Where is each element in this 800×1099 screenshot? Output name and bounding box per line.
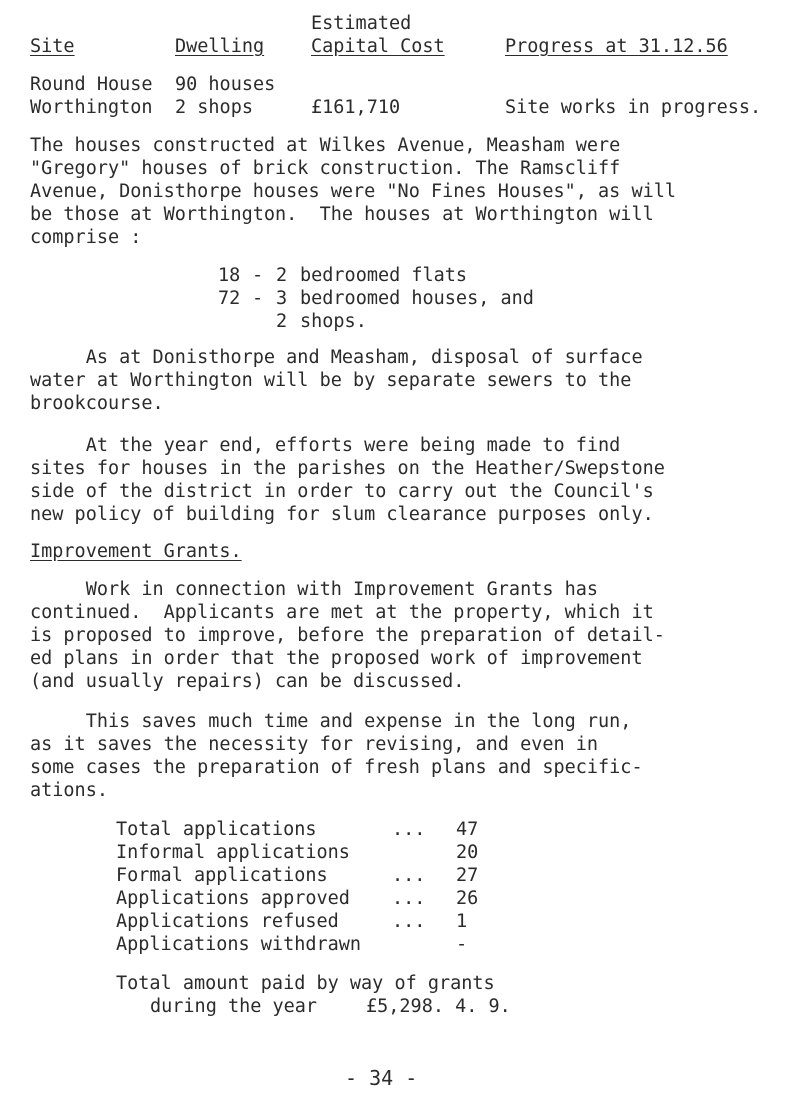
composition-dash: - bbox=[252, 288, 264, 309]
text-line: side of the district in order to carry out the Council's bbox=[30, 481, 654, 502]
stat-label: Total applications bbox=[116, 819, 317, 840]
text-line: This saves much time and expense in the long run, bbox=[30, 711, 632, 732]
row2-cost: £161,710 bbox=[311, 97, 401, 118]
text-line: ations. bbox=[30, 780, 108, 801]
text-line: The houses constructed at Wilkes Avenue, Measham were bbox=[30, 135, 621, 156]
stat-value: - bbox=[456, 934, 468, 955]
text-line: (and usually repairs) can be discussed. bbox=[30, 671, 465, 692]
row2-site: Worthington bbox=[30, 97, 153, 118]
stat-value: 20 bbox=[456, 842, 479, 863]
header-capital-cost: Capital Cost bbox=[311, 36, 445, 57]
text-line: new policy of building for slum clearance purposes only. bbox=[30, 504, 654, 525]
stat-label: Informal applications bbox=[116, 842, 350, 863]
text-line: some cases the preparation of fresh plans and specific- bbox=[30, 757, 643, 778]
text-line: "Gregory" houses of brick construction. The Ramscliff bbox=[30, 158, 621, 179]
stat-dots: ... bbox=[392, 911, 426, 932]
row1-dwelling: 90 houses bbox=[175, 74, 276, 95]
page-number: - 34 - bbox=[345, 1066, 418, 1090]
composition-num2: 3 bbox=[276, 288, 288, 309]
composition-desc: bedroomed flats bbox=[300, 265, 468, 286]
composition-num: 72 bbox=[218, 288, 241, 309]
header-estimated: Estimated bbox=[311, 13, 412, 34]
stat-value: 26 bbox=[456, 888, 479, 909]
header-dwelling: Dwelling bbox=[175, 36, 265, 57]
text-line: At the year end, efforts were being made to find bbox=[30, 435, 621, 456]
stat-dots: ... bbox=[392, 819, 426, 840]
text-line: water at Worthington will be by separate sewers to the bbox=[30, 370, 632, 391]
row2-dwelling: 2 shops bbox=[175, 97, 253, 118]
stat-label: Applications withdrawn bbox=[116, 934, 362, 955]
section-heading: Improvement Grants. bbox=[30, 541, 242, 562]
text-line: be those at Worthington. The houses at Worthington will bbox=[30, 204, 654, 225]
text-line: continued. Applicants are met at the property, which it bbox=[30, 602, 654, 623]
stat-dots: ... bbox=[392, 888, 426, 909]
text-line: brookcourse. bbox=[30, 393, 164, 414]
total-paid-during: during the year bbox=[150, 996, 318, 1017]
text-line: ed plans in order that the proposed work of improvement bbox=[30, 648, 643, 669]
header-progress: Progress at 31.12.56 bbox=[505, 36, 728, 57]
total-paid-amount: £5,298. 4. 9. bbox=[366, 996, 511, 1017]
stat-label: Applications approved bbox=[116, 888, 350, 909]
composition-desc: bedroomed houses, and bbox=[300, 288, 534, 309]
text-line: Work in connection with Improvement Grants has bbox=[30, 579, 599, 600]
text-line: is proposed to improve, before the preparation of detail- bbox=[30, 625, 665, 646]
composition-num: 18 bbox=[218, 265, 241, 286]
composition-desc: shops. bbox=[300, 311, 367, 332]
stat-value: 27 bbox=[456, 865, 479, 886]
text-line: Avenue, Donisthorpe houses were "No Fines Houses", as will bbox=[30, 181, 677, 202]
total-paid-label: Total amount paid by way of grants bbox=[116, 973, 495, 994]
text-line: as it saves the necessity for revising, and even in bbox=[30, 734, 599, 755]
stat-label: Formal applications bbox=[116, 865, 328, 886]
text-line: comprise : bbox=[30, 227, 142, 248]
row2-progress: Site works in progress. bbox=[505, 97, 762, 118]
text-line: As at Donisthorpe and Measham, disposal of surface bbox=[30, 347, 643, 368]
stat-dots: ... bbox=[392, 865, 426, 886]
stat-value: 47 bbox=[456, 819, 479, 840]
row1-site: Round House bbox=[30, 74, 153, 95]
stat-value: 1 bbox=[456, 911, 468, 932]
composition-dash: - bbox=[252, 265, 264, 286]
header-site: Site bbox=[30, 36, 75, 57]
text-line: sites for houses in the parishes on the Heather/Swepstone bbox=[30, 458, 665, 479]
stat-label: Applications refused bbox=[116, 911, 339, 932]
composition-num2: 2 bbox=[276, 311, 288, 332]
composition-num2: 2 bbox=[276, 265, 288, 286]
